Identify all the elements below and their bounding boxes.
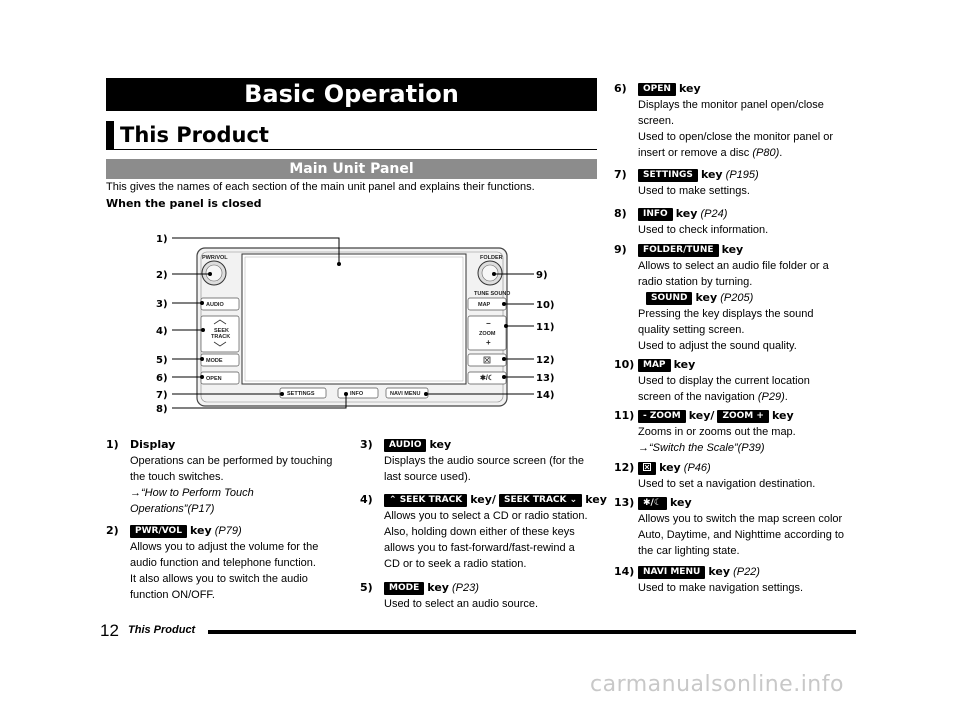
zoom-plus-label: + [486,338,491,347]
open-button-label: OPEN [206,376,222,382]
footer-title: This Product [128,624,196,636]
zoom-label: ZOOM [479,331,496,337]
section-rule [106,149,597,150]
section-marker [106,121,114,149]
callout-5: 5) [156,355,168,366]
seek-track-up-badge: ⌃ SEEK TRACK [384,494,467,507]
callout-8: 8) [156,404,168,415]
callout-2: 2) [156,270,168,281]
day-night-key-badge: ✱/☾ [638,497,667,510]
page-title: Basic Operation [106,78,597,111]
display-screen [242,254,466,384]
callout-6: 6) [156,373,168,384]
open-key-badge: OPEN [638,83,676,96]
callout-13: 13) [536,373,555,384]
callout-4: 4) [156,326,168,337]
navi-menu-key-badge: NAVI MENU [638,566,705,579]
track-label: TRACK [211,334,231,340]
destination-icon [643,463,651,471]
item-label: Display [130,438,176,451]
zoom-minus-label: − [486,319,491,328]
audio-button-label: AUDIO [206,302,224,308]
callout-10: 10) [536,300,555,311]
panel-state-heading: When the panel is closed [106,197,262,210]
page-number: 12 [100,621,119,640]
watermark: carmanualsonline.info [590,672,844,697]
tune-sound-label: TUNE SOUND [474,291,511,297]
info-key-badge: INFO [638,208,673,221]
callout-9: 9) [536,270,548,281]
callout-11: 11) [536,322,555,333]
callout-3: 3) [156,299,168,310]
callout-12: 12) [536,355,555,366]
zoom-out-key-badge: - ZOOM [638,410,686,423]
footer-rule [208,630,856,634]
callout-14: 14) [536,390,555,401]
pwr-vol-label: PWR/VOL [202,255,228,261]
map-button-label: MAP [478,302,491,308]
folder-tune-key-badge: FOLDER/TUNE [638,244,719,257]
navi-menu-button-label: NAVI MENU [390,391,421,397]
destination-key-badge [638,462,656,475]
zoom-in-key-badge: ZOOM + [717,410,768,423]
intro-text: This gives the names of each section of the main unit panel and explains their functions. [106,181,535,193]
info-button-label: INFO [350,391,364,397]
callout-1: 1) [156,234,168,245]
seek-track-down-badge: SEEK TRACK ⌄ [499,494,582,507]
subsection-title: Main Unit Panel [106,159,597,179]
mode-button-label: MODE [206,358,223,364]
settings-button-label: SETTINGS [287,391,315,397]
day-night-label: ✱/☾ [480,375,495,382]
map-key-badge: MAP [638,359,671,372]
pwr-vol-key-badge: PWR/VOL [130,525,187,538]
seek-label: SEEK [214,328,229,334]
callout-7: 7) [156,390,168,401]
settings-key-badge: SETTINGS [638,169,698,182]
sound-key-badge: SOUND [646,292,692,305]
section-title: This Product [120,123,269,147]
mode-key-badge: MODE [384,582,424,595]
main-unit-panel-diagram [150,228,570,418]
audio-key-badge: AUDIO [384,439,426,452]
item-number: 1) [106,438,119,451]
folder-label: FOLDER [480,255,503,261]
